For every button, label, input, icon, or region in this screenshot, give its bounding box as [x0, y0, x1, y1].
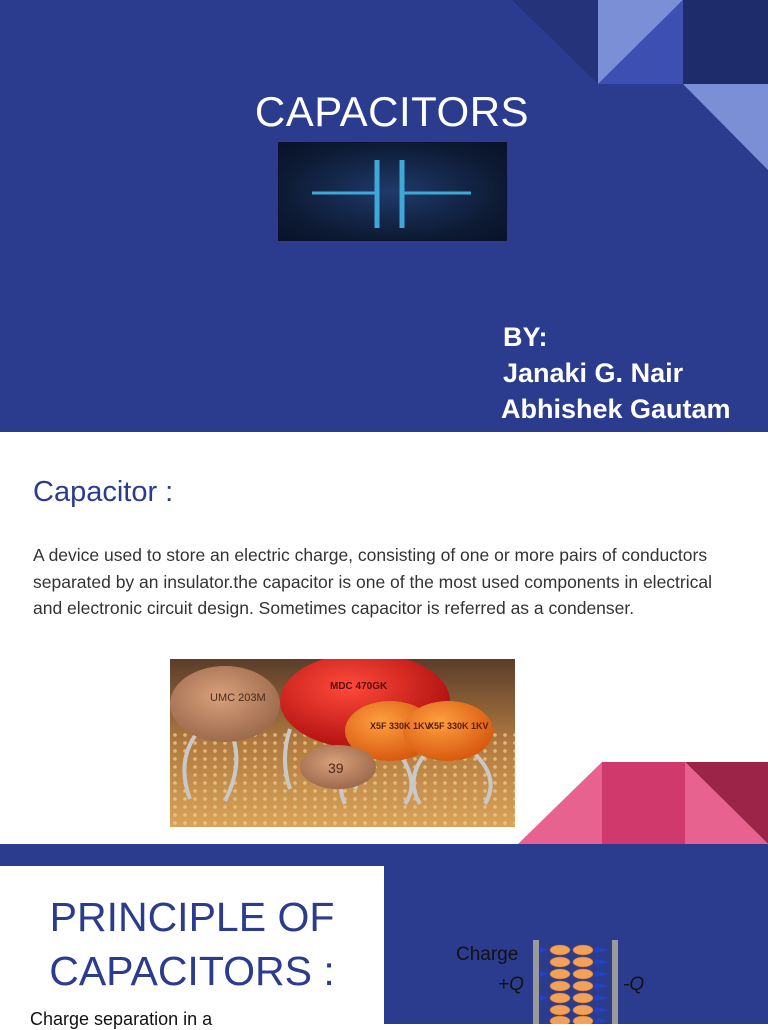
principle-title — [0, 890, 384, 998]
slide-title: CAPACITORS — [254, 88, 530, 135]
section-heading: Capacitor : — [33, 476, 174, 508]
minus-q-label: -Q — [623, 974, 645, 995]
capacitor-marking: UMC 203M — [210, 692, 266, 704]
capacitor-symbol-panel — [278, 142, 507, 241]
capacitor-marking: X5F 330K 1KV — [370, 721, 431, 731]
capacitors-photo — [170, 659, 515, 827]
capacitor-marking: 39 — [328, 760, 344, 776]
charge-separation-diagram — [440, 930, 740, 1024]
byline-label: BY: — [503, 322, 548, 352]
charge-label: Charge — [456, 944, 519, 965]
principle-title-line: PRINCIPLE OF — [49, 894, 335, 940]
definition-paragraph: A device used to store an electric charge, consisting of one or more pairs of conductors separated by an insulator.the capacitor is one of the most used components in electrical and electronic circuit design. Sometimes capacitor is referred as a condenser. — [33, 545, 713, 618]
author-name: Abhishek Gautam — [501, 394, 731, 424]
capacitor-symbol-icon — [279, 143, 506, 240]
plus-q-label: +Q — [498, 974, 524, 995]
principle-title-line: CAPACITORS : — [49, 948, 335, 994]
author-name: Janaki G. Nair — [503, 358, 684, 388]
principle-caption: Charge separation in a — [30, 1009, 213, 1029]
capacitor-marking: X5F 330K 1KV — [428, 721, 489, 731]
capacitor-marking: MDC 470GK — [330, 681, 388, 692]
